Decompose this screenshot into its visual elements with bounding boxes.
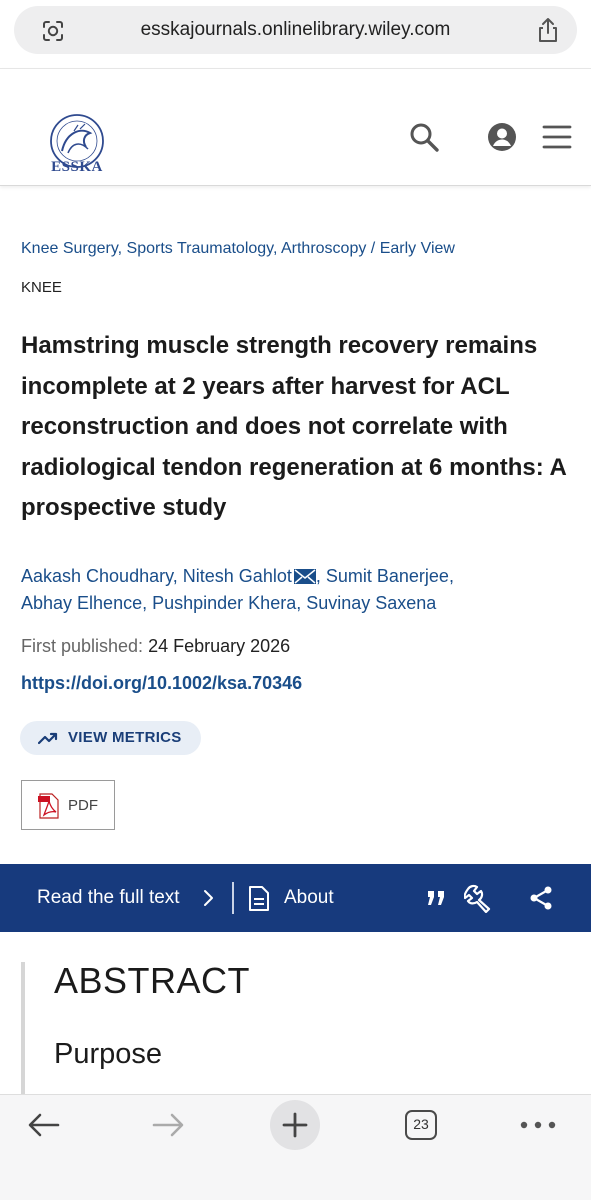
logo-text: ESSKA: [51, 159, 103, 175]
view-metrics-button[interactable]: [20, 721, 201, 755]
trend-icon: [38, 731, 58, 745]
journal-breadcrumb-link[interactable]: Knee Surgery, Sports Traumatology, Arthroscopy / Early View: [21, 240, 455, 257]
abstract-side-rule: [21, 962, 25, 1094]
chevron-right-icon[interactable]: [203, 888, 215, 908]
browser-bottom-bar: [0, 1094, 591, 1200]
publication-date: [21, 636, 290, 657]
plus-icon: [270, 1100, 320, 1150]
pdf-icon: [38, 793, 60, 819]
more-icon[interactable]: [518, 1119, 558, 1131]
menu-icon[interactable]: [542, 123, 572, 151]
about-link[interactable]: About: [284, 887, 334, 908]
url-text[interactable]: esskajournals.onlinelibrary.wiley.com: [140, 19, 451, 40]
view-metrics-label: VIEW METRICS: [68, 729, 182, 746]
read-full-text-link[interactable]: Read the full text: [37, 887, 180, 908]
tools-icon[interactable]: [464, 883, 494, 913]
user-icon[interactable]: [486, 121, 518, 153]
browser-top-bar: [0, 0, 591, 64]
pdf-label: PDF: [68, 797, 98, 814]
doi-link[interactable]: https://doi.org/10.1002/ksa.70346: [21, 673, 303, 693]
purpose-heading: Purpose: [54, 1038, 163, 1070]
back-arrow-icon[interactable]: [26, 1111, 62, 1139]
author-link[interactable]: Suvinay Saxena: [306, 593, 437, 613]
quote-icon[interactable]: [426, 889, 446, 907]
author-link[interactable]: Abhay Elhence: [21, 593, 143, 613]
mail-icon[interactable]: [294, 569, 316, 584]
author-link[interactable]: Aakash Choudhary: [21, 566, 173, 586]
author-link[interactable]: Nitesh Gahlot: [182, 566, 292, 586]
article-toolbar: [0, 864, 591, 932]
author-link[interactable]: Sumit Banerjee: [325, 566, 449, 586]
forward-arrow-icon[interactable]: [150, 1111, 186, 1139]
abstract-heading: ABSTRACT: [54, 960, 251, 1001]
tabs-count-button[interactable]: 23: [405, 1110, 437, 1140]
pdf-button[interactable]: [21, 780, 115, 830]
section-tag: KNEE: [21, 279, 62, 296]
document-icon[interactable]: [248, 885, 270, 912]
author-link[interactable]: Pushpinder Khera: [152, 593, 297, 613]
share-icon[interactable]: [535, 17, 561, 43]
new-tab-button[interactable]: [270, 1100, 320, 1150]
published-date: 24 February 2026: [148, 636, 291, 656]
share-network-icon[interactable]: [528, 885, 554, 911]
site-header: [0, 68, 591, 186]
search-icon[interactable]: [408, 121, 440, 153]
article-title: Hamstring muscle strength recovery remains incomplete at 2 years after harvest for ACL reconstruction and does not correlate with radiological tendon regeneration at 6 months: A prospective study: [21, 332, 566, 521]
toolbar-divider: [232, 882, 234, 914]
address-bar[interactable]: [14, 6, 577, 54]
author-list: Aakash Choudhary, Nitesh Gahlot , Sumit Banerjee, Abhay Elhence, Pushpinder Khera, Suvinay Saxena: [21, 566, 454, 613]
published-label: First published:: [21, 636, 144, 656]
